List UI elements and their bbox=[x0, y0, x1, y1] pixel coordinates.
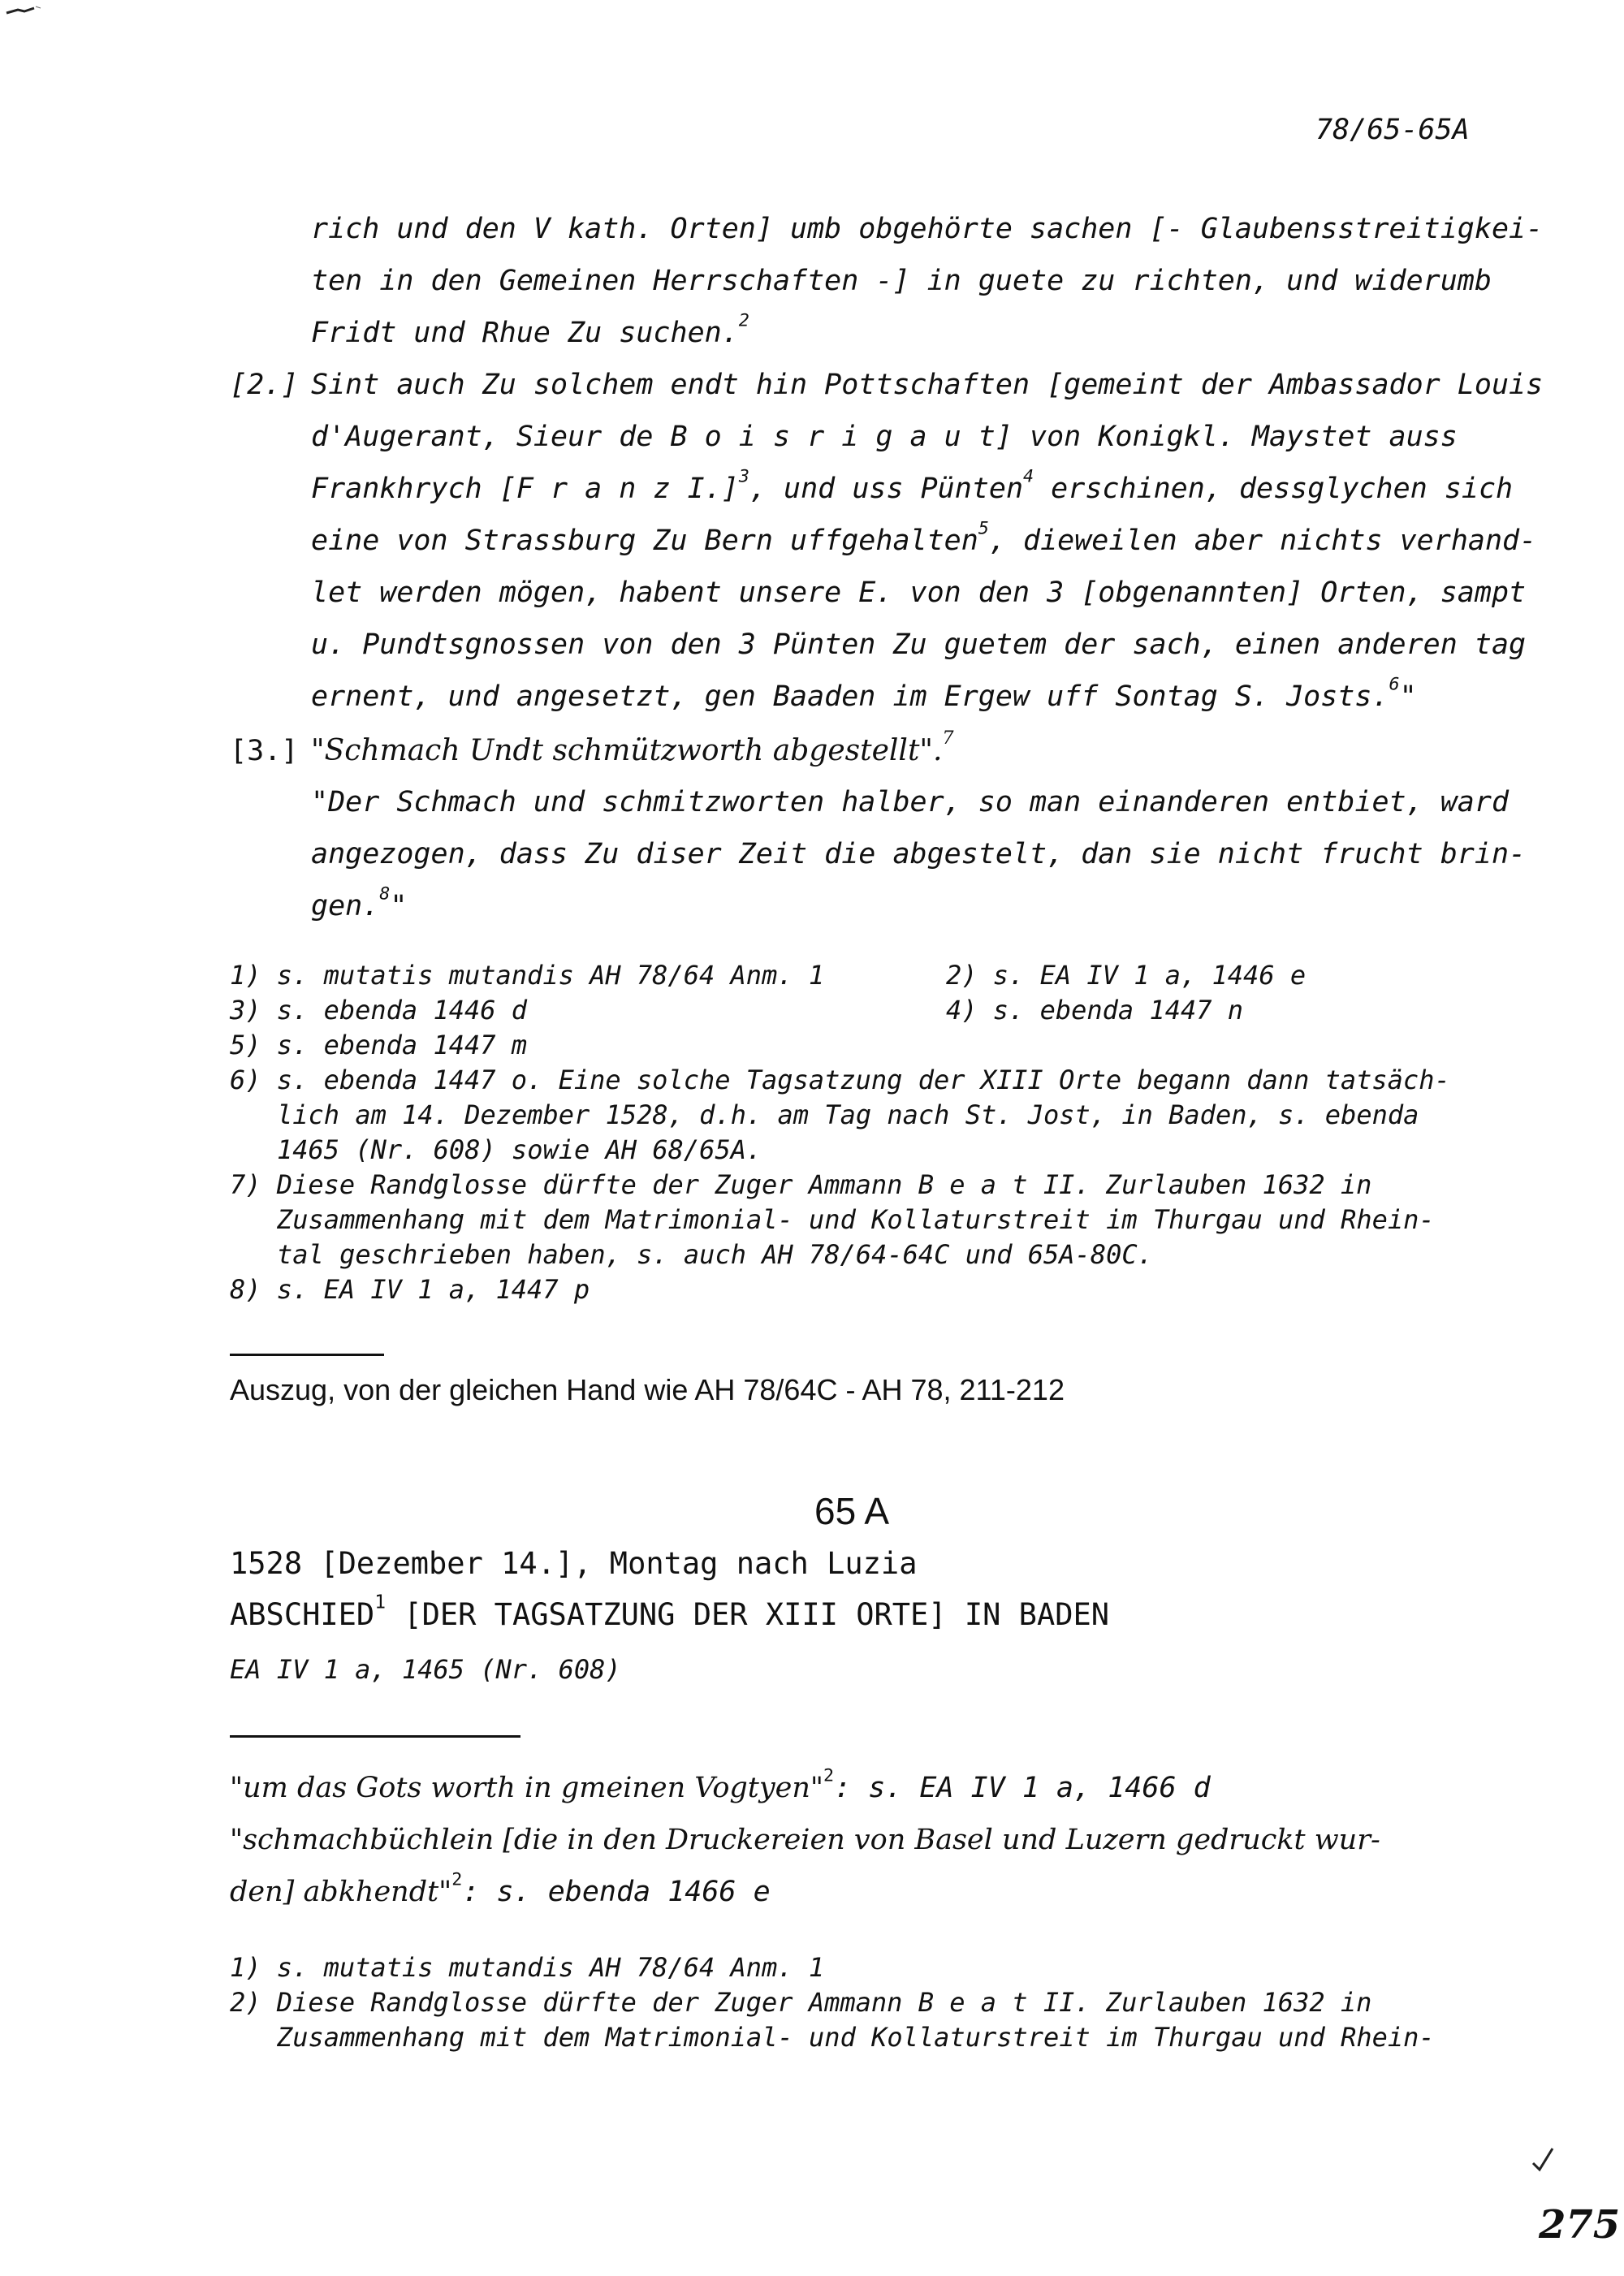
gloss-2-line2: den] abkhendt"$^2$: s. ebenda 1466 e bbox=[230, 1869, 771, 1908]
spaced-name-boisrigaut: B o i s r i g a u t bbox=[670, 421, 996, 453]
footnote-4: 4) s. ebenda 1447 n bbox=[946, 995, 1244, 1026]
gloss-2-line1: "schmachbüchlein [die in den Druckereien von Basel und Luzern gedruckt wur- bbox=[230, 1824, 1380, 1856]
footnote-5: 5) s. ebenda 1447 m bbox=[230, 1030, 528, 1060]
spaced-name-franz: F r a n z bbox=[516, 473, 671, 505]
paragraph-2-number: [2.] bbox=[230, 369, 299, 401]
footnote-1: 1) s. mutatis mutandis AH 78/64 Anm. 1 bbox=[230, 960, 825, 991]
doc1-line1: rich und den V kath. Orten] umb obgehörte sachen [- Glaubensstreitigkei- bbox=[311, 213, 1544, 245]
p2-line7: ernent, und angesetzt, gen Baaden im Ergew uff Sontag S. Josts.$^6$" bbox=[311, 674, 1417, 713]
gloss-1: "um das Gots worth in gmeinen Vogtyen"$^2$: s. EA IV 1 a, 1466 d bbox=[230, 1765, 1211, 1804]
p3-line3: gen.$^8$" bbox=[311, 883, 408, 922]
footnote-6-line2: lich am 14. Dezember 1528, d.h. am Tag nach St. Jost, in Baden, s. ebenda bbox=[277, 1099, 1419, 1130]
footnote-3: 3) s. ebenda 1446 d bbox=[230, 995, 528, 1026]
checkmark-icon bbox=[1527, 2144, 1559, 2176]
separator-rule-2 bbox=[230, 1735, 520, 1738]
doc2-footnote-2-line1: 2) Diese Randglosse dürfte der Zuger Ammann B e a t II. Zurlauben 1632 in bbox=[230, 1987, 1372, 2018]
footnote-7-line1: 7) Diese Randglosse dürfte der Zuger Ammann B e a t II. Zurlauben 1632 in bbox=[230, 1169, 1372, 1200]
p2-line1: Sint auch Zu solchem endt hin Pottschaften [gemeint der Ambassador Louis bbox=[311, 369, 1544, 401]
p3-line2: angezogen, dass Zu diser Zeit die abgestelt, dan sie nicht frucht brin- bbox=[311, 838, 1527, 870]
p2-line5: let werden mögen, habent unsere E. von den 3 [obgenannten] Orten, sampt bbox=[311, 577, 1527, 609]
p2-line6: u. Pundtsgnossen von den 3 Pünten Zu guetem der sach, einen anderen tag bbox=[311, 628, 1527, 661]
doc2-footnote-2-line2: Zusammenhang mit dem Matrimonial- und Kollaturstreit im Thurgau und Rhein- bbox=[277, 2022, 1435, 2053]
scan-mark-icon bbox=[3, 3, 52, 23]
p2-line3: Frankhrych [F r a n z I.]$^3$, und uss Pünten$^4$ erschinen, dessglychen sich bbox=[311, 466, 1514, 505]
page-reference: 78/65-65A bbox=[1315, 114, 1470, 146]
page-number: 275 bbox=[1539, 2202, 1621, 2248]
doc1-line2: ten in den Gemeinen Herrschaften -] in guete zu richten, und widerumb bbox=[311, 265, 1492, 297]
footnote-6-line1: 6) s. ebenda 1447 o. Eine solche Tagsatzung der XIII Orte begann dann tatsäch- bbox=[230, 1065, 1450, 1095]
doc2-footnote-1: 1) s. mutatis mutandis AH 78/64 Anm. 1 bbox=[230, 1952, 825, 1983]
paragraph-3-number: [3.] bbox=[230, 735, 299, 767]
document-date: 1528 [Dezember 14.], Montag nach Luzia bbox=[230, 1546, 918, 1581]
source-note: Auszug, von der gleichen Hand wie AH 78/64C - AH 78, 211-212 bbox=[230, 1373, 1065, 1406]
separator-rule bbox=[230, 1354, 384, 1356]
doc1-line3: Fridt und Rhue Zu suchen.$^2$ bbox=[311, 310, 749, 349]
footnote-8: 8) s. EA IV 1 a, 1447 p bbox=[230, 1274, 590, 1305]
footnote-6-line3: 1465 (Nr. 608) sowie AH 68/65A. bbox=[277, 1134, 762, 1165]
footnote-7-line3: tal geschrieben haben, s. auch AH 78/64-64C und 65A-80C. bbox=[277, 1239, 1153, 1270]
document-reference: EA IV 1 a, 1465 (Nr. 608) bbox=[230, 1654, 621, 1685]
p2-line4: eine von Strassburg Zu Bern uffgehalten$^5$, dieweilen aber nichts verhand- bbox=[311, 518, 1537, 557]
p2-line2: d'Augerant, Sieur de B o i s r i g a u t] von Konigkl. Maystet auss bbox=[311, 421, 1458, 453]
p3-line1: "Der Schmach und schmitzworten halber, so man einanderen entbiet, ward bbox=[311, 786, 1510, 818]
footnote-2: 2) s. EA IV 1 a, 1446 e bbox=[946, 960, 1307, 991]
document-number: 65 A bbox=[814, 1490, 890, 1532]
marginal-gloss-heading: "Schmach Undt schmützworth abgestellt".$^7$ bbox=[311, 727, 954, 767]
footnote-7-line2: Zusammenhang mit dem Matrimonial- und Kollaturstreit im Thurgau und Rhein- bbox=[277, 1204, 1435, 1235]
document-title: ABSCHIED$^1$ [DER TAGSATZUNG DER XIII ORTE] IN BADEN bbox=[230, 1591, 1110, 1632]
